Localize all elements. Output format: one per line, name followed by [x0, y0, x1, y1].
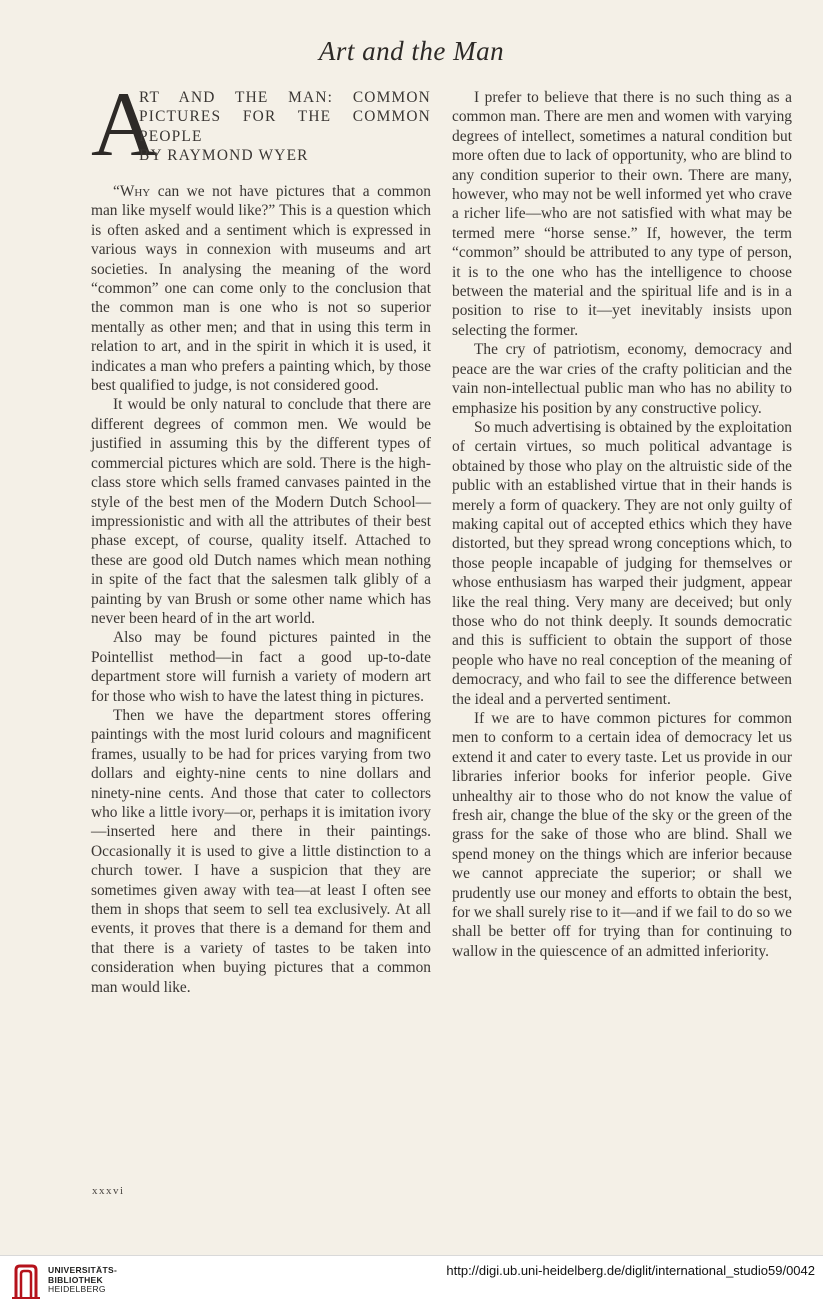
title-line-2: PICTURES FOR THE COMMON	[139, 108, 431, 126]
title-line-3: PEOPLE	[139, 127, 203, 145]
paragraph: Also may be found pictures painted in the Pointellist method—in fact a good up-to-date department store will furnish a variety of modern art for those who wish to have the latest thing in pictures.	[91, 629, 431, 705]
article-title	[139, 88, 431, 166]
source-url-link[interactable]: http://digi.ub.uni-heidelberg.de/diglit/international_studio59/0042	[446, 1263, 815, 1278]
paragraph-lead: “Why	[113, 183, 151, 200]
heidelberg-library-logo-icon	[10, 1262, 42, 1302]
library-name: UNIVERSITÄTS- BIBLIOTHEK HEIDELBERG	[48, 1265, 118, 1294]
byline: BY RAYMOND WYER	[139, 147, 309, 165]
library-footer	[0, 1255, 823, 1310]
left-column	[91, 73, 431, 997]
article-title-block	[91, 73, 431, 175]
title-line-1: RT AND THE MAN: COMMON	[139, 89, 431, 106]
paragraph: Then we have the department stores offering paintings with the most lurid colours and magnificent frames, usually to be had for prices varying from two dollars and eighty-nine cents to nine dollars and ninety-nine cents. And those that cater to collectors who like a little ivory—or, perhaps it is imitation ivory—inserted here and there in their paintings. Occasionally it is used to give a little distinction to a church tower. I have a suspicion that they are sometimes given away with tea—at least I often see them in shops that seem to sell tea exclusively. At all events, it proves that there is a demand for them and that there is a variety of tastes to be taken into consideration when buying pictures that a common man would like.	[91, 706, 431, 996]
drop-cap: A	[91, 73, 158, 175]
paragraph: “Why can we not have pictures that a common man like myself would like?” This is a question which is often asked and a sentiment which is expressed in various ways in connexion with museums and art societies. In analysing the meaning of the word “common” one can come only to the conclusion that the common man is one who is not so superior mentally as other men; and that in using this term in relation to art, and in the spirit in which it is used, it indicates a man who prefers a painting which, by those best qualified to judge, is not considered good.	[91, 183, 431, 395]
paragraph: It would be only natural to conclude that there are different degrees of common men. We would be justified in assuming this by the different types of commercial pictures which are sold. There is the high-class store which sells framed canvases painted in the style of the best men of the Modern Dutch School—impressionistic and with all the attributes of their best phase except, of course, quality itself. Attached to these are good old Dutch names which mean nothing in spite of the fact that the salesmen talk glibly of a painting by van Brush or some other name which has never been heard of in the art world.	[91, 396, 431, 627]
right-column	[452, 88, 792, 961]
paragraph: The cry of patriotism, economy, democracy and peace are the war cries of the crafty politician and the vain non-intellectual public man who has no ability to emphasize his position by any constructive policy.	[452, 341, 792, 417]
running-header: Art and the Man	[318, 36, 505, 66]
paragraph: I prefer to believe that there is no such thing as a common man. There are men and women with varying degrees of intellect, sometimes a natural condition but more often due to lack of opportunity, who are blind to any condition superior to their own. There are many, however, who may not be well informed yet who crave a richer life—who are not satisfied with what may be termed mere “horse sense.” If, however, the term “common” should be attributed to any type of person, it is to the one who has the intelligence to choose between the material and the spiritual life and is in a position to rise to it—yet inevitably insists upon selecting the former.	[452, 89, 792, 339]
paragraph: So much advertising is obtained by the exploitation of certain virtues, so much political advantage is obtained by those who play on the altruistic side of the public with an established virtue that in their hands is merely a form of quackery. They are not only guilty of making capital out of accepted ethics which they have distorted, but they spread wrong conceptions which, to those people incapable of judging for themselves or whose enthusiasm has warped their judgment, appear like the real thing. Very many are deceived; but only those who do not think deeply. It sounds democratic and this is sufficient to obtain the support of those people who have no real conception of the meaning of democracy, and who fail to see the difference between the ideal and a perverted sentiment.	[452, 418, 792, 708]
paragraph: If we are to have common pictures for common men to conform to a certain idea of democracy let us extend it and cater to every taste. Let us provide in our libraries inferior books for inferior people. Give unhealthy air to those who do not know the value of fresh air, change the blue of the sky or the green of the grass for the sake of those who are blind. Shall we spend money on the things which are inferior because we cannot appreciate the superior; or shall we prudently use our money and efforts to obtain the best, for we shall surely rise to it—and if we fail to do so we shall be better off for trying than for continuing to wallow in the quiescence of an admitted inferiority.	[452, 710, 792, 960]
page-number: xxxvi	[92, 1185, 125, 1197]
